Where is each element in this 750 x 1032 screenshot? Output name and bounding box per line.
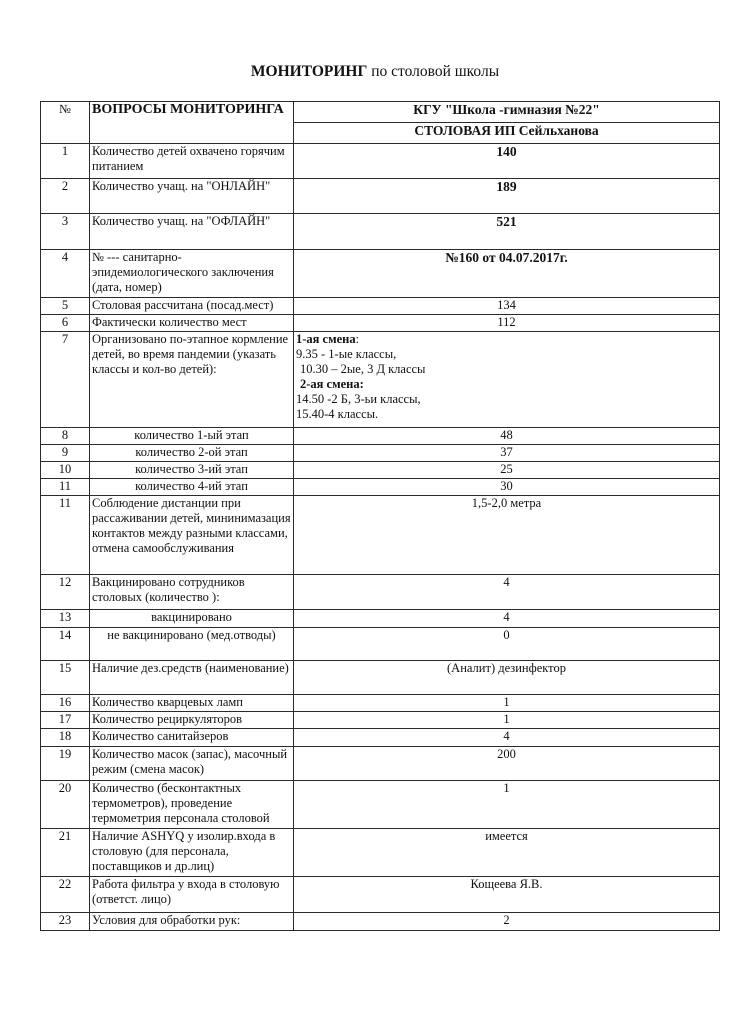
table-row [41,250,720,298]
row-answer: 189 [294,179,720,214]
row-answer: 112 [294,315,720,332]
row-question: не вакцинировано (мед.отводы) [90,628,294,661]
row-question: Столовая рассчитана (посад.мест) [90,298,294,315]
row-number: 10 [41,462,90,479]
document-title [0,62,750,82]
row-question: Соблюдение дистанции при рассаживании детей, мининимазация контактов между разными классами, отмена самообслуживания [90,496,294,575]
row-question: Количество учащ. на "ОФЛАЙН" [90,214,294,250]
row-question: № --- санитарно-эпидемиологического заключения (дата, номер) [90,250,294,298]
row-question: количество 1-ый этап [90,428,294,445]
row-question: количество 3-ий этап [90,462,294,479]
table-row [41,315,720,332]
feeding-schedule: 1-ая смена: 9.35 - 1-ые классы, 10.30 – 2ые, 3 Д классы 2-ая смена: 14.50 -2 Б, 3-ьи классы, 15.40-4 классы. [294,332,720,428]
row-number: 16 [41,695,90,712]
row-answer: 1,5-2,0 метра [294,496,720,575]
table-row [41,695,720,712]
table-row [41,877,720,913]
table-row [41,829,720,877]
table-row [41,661,720,695]
row-number: 21 [41,829,90,877]
header-canteen: СТОЛОВАЯ ИП Сейльханова [294,123,720,144]
table-row [41,575,720,610]
shift-1-label: 1-ая смена [296,332,356,346]
row-number: 1 [41,144,90,179]
row-question: Наличие дез.средств (наименование) [90,661,294,695]
row-answer: (Аналит) дезинфектор [294,661,720,695]
row-answer: 0 [294,628,720,661]
row-number: 22 [41,877,90,913]
monitoring-table [40,101,720,931]
row-answer: имеется [294,829,720,877]
shift-1-line: 9.35 - 1-ые классы, [296,347,397,361]
row-answer: 4 [294,575,720,610]
row-question: Вакцинировано сотрудников столовых (количество ): [90,575,294,610]
row-number: 3 [41,214,90,250]
row-question: Количество учащ. на "ОНЛАЙН" [90,179,294,214]
row-question: количество 4-ий этап [90,479,294,496]
row-question: Количество детей охвачено горячим питанием [90,144,294,179]
row-question: количество 2-ой этап [90,445,294,462]
shift-1-line: 10.30 – 2ые, 3 Д классы [300,362,426,376]
row-number: 9 [41,445,90,462]
row-number: 12 [41,575,90,610]
row-number: 6 [41,315,90,332]
row-answer: 30 [294,479,720,496]
row-question: Фактически количество мест [90,315,294,332]
row-number: 17 [41,712,90,729]
row-question: Условия для обработки рук: [90,913,294,931]
row-number: 23 [41,913,90,931]
header-row [41,102,720,123]
table-row [41,712,720,729]
title-bold: МОНИТОРИНГ [250,63,368,80]
row-number: 15 [41,661,90,695]
row-question: вакцинировано [90,610,294,628]
row-answer: 1 [294,781,720,829]
row-answer: 48 [294,428,720,445]
header-questions: ВОПРОСЫ МОНИТОРИНГА [90,102,294,144]
row-answer: Кощеева Я.В. [294,877,720,913]
row-number: 4 [41,250,90,298]
row-number: 2 [41,179,90,214]
row-answer: 37 [294,445,720,462]
table-row [41,462,720,479]
table-row [41,179,720,214]
table-row [41,445,720,462]
table-row [41,610,720,628]
row-answer: 4 [294,610,720,628]
row-answer: 4 [294,729,720,747]
row-question: Работа фильтра у входа в столовую (ответст. лицо) [90,877,294,913]
row-answer: 200 [294,747,720,781]
table-row [41,913,720,931]
row-number: 5 [41,298,90,315]
row-number: 13 [41,610,90,628]
table-row [41,144,720,179]
title-rest: по столовой школы [367,63,500,80]
table-row [41,332,720,428]
row-number: 7 [41,332,90,428]
row-question: Количество санитайзеров [90,729,294,747]
row-number: 20 [41,781,90,829]
row-number: 19 [41,747,90,781]
row-answer: 521 [294,214,720,250]
shift-2-line: 15.40-4 классы. [296,407,379,421]
row-number: 14 [41,628,90,661]
row-number: 18 [41,729,90,747]
shift-2-line: 14.50 -2 Б, 3-ьи классы, [296,392,421,406]
row-number: 8 [41,428,90,445]
table-row [41,479,720,496]
shift-2-label: 2-ая смена: [300,377,364,391]
table-row [41,214,720,250]
row-answer: 1 [294,712,720,729]
table-row [41,628,720,661]
table-row [41,747,720,781]
table-row [41,781,720,829]
table-row [41,729,720,747]
row-answer: 134 [294,298,720,315]
header-no: № [41,102,90,144]
table-row [41,298,720,315]
row-question: Организовано по-этапное кормление детей, во время пандемии (указать классы и кол-во детей): [90,332,294,428]
table-row [41,496,720,575]
row-answer: 140 [294,144,720,179]
row-number: 11 [41,496,90,575]
row-question: Количество рециркуляторов [90,712,294,729]
row-answer: 2 [294,913,720,931]
row-answer: 1 [294,695,720,712]
row-answer: 25 [294,462,720,479]
row-answer: №160 от 04.07.2017г. [294,250,720,298]
row-question: Количество масок (запас), масочный режим (смена масок) [90,747,294,781]
row-question: Количество (бесконтактных термометров), проведение термометрия персонала столовой [90,781,294,829]
header-school: КГУ "Школа -гимназия №22" [294,102,720,123]
row-question: Количество кварцевых ламп [90,695,294,712]
row-number: 11 [41,479,90,496]
row-question: Наличие ASHYQ у изолир.входа в столовую (для персонала, поставщиков и др.лиц) [90,829,294,877]
table-row [41,428,720,445]
